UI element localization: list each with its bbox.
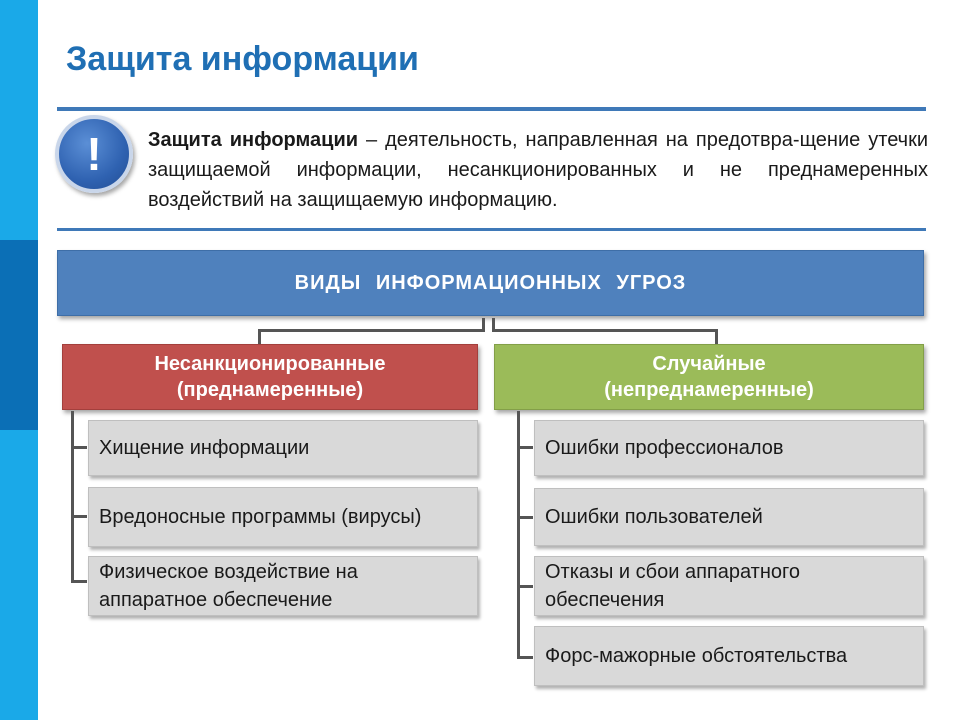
category-unauthorized-subtitle: (преднамеренные): [176, 379, 364, 401]
category-accidental: [494, 344, 924, 410]
connector-left-tick-2: [71, 515, 87, 518]
threat-item-user-errors: Ошибки пользователей: [534, 488, 924, 546]
page-title: Защита информации: [66, 40, 419, 78]
exclamation-badge: [55, 115, 133, 193]
connector-right-tick-3: [517, 585, 533, 588]
definition-term: Защита информации: [148, 129, 359, 151]
connector-right-tick-1: [517, 446, 533, 449]
connector-right-tick-4: [517, 656, 533, 659]
connector-right-tick-2: [517, 516, 533, 519]
connector-root-drop-right: [715, 329, 718, 345]
definition-body: – деятельность, направленная на предотвра-щение утечки защищаемой информации, несанкционированных и не преднамеренных воздействий на защищаемую информацию.: [148, 129, 928, 211]
connector-left-tick-1: [71, 446, 87, 449]
threat-item-theft: Хищение информации: [88, 420, 478, 476]
category-unauthorized-title: Несанкционированные: [154, 353, 386, 375]
connector-root-drop-left: [258, 329, 261, 345]
root-node: ВИДЫ ИНФОРМАЦИОННЫХ УГРОЗ: [57, 250, 924, 316]
top-divider: [57, 107, 926, 111]
left-accent-bar-dark: [0, 240, 38, 430]
definition-text: [148, 125, 928, 215]
connector-root-hline-left: [258, 329, 485, 332]
category-unauthorized: [62, 344, 478, 410]
threat-item-malware: Вредоносные программы (вирусы): [88, 487, 478, 547]
exclamation-icon: !: [86, 128, 102, 180]
connector-root-hline-right: [492, 329, 718, 332]
connector-left-tick-3: [71, 580, 87, 583]
threat-item-hardware-failures: Отказы и сбои аппаратного обеспечения: [534, 556, 924, 616]
threat-item-force-majeure: Форс-мажорные обстоятельства: [534, 626, 924, 686]
threat-item-physical: Физическое воздействие на аппаратное обеспечение: [88, 556, 478, 616]
threat-item-pro-errors: Ошибки профессионалов: [534, 420, 924, 476]
category-accidental-subtitle: (непреднамеренные): [604, 379, 814, 401]
connector-left-trunk: [71, 411, 74, 583]
category-accidental-title: Случайные: [652, 353, 766, 375]
bottom-divider: [57, 228, 926, 231]
